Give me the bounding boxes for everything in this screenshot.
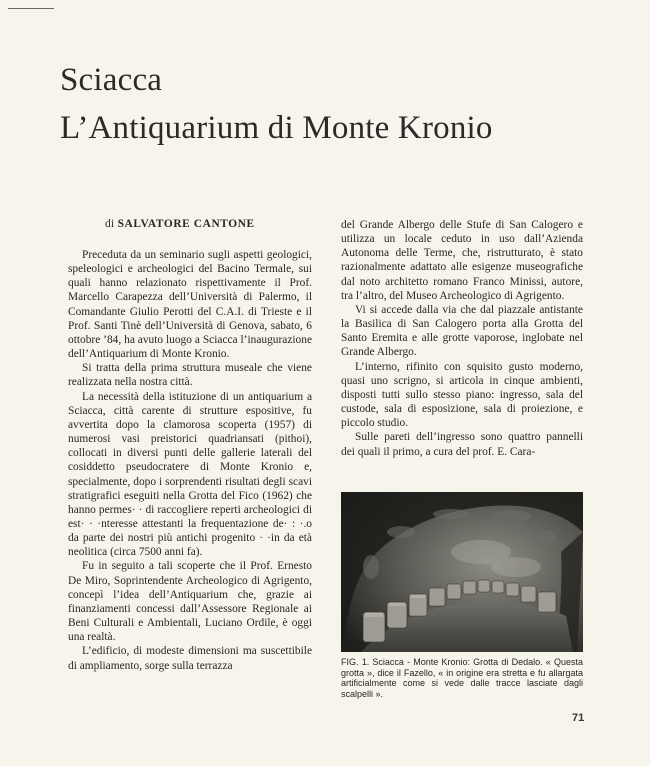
paragraph: L’interno, rifinito con squisito gusto moderno, quasi uno scrigno, si articola in cinque ambienti, disposti tutti sullo stesso piano: ingresso, sala del custode, sala di esposizione, sala di proiezione, e piccolo studio. [341,360,583,430]
right-column [341,218,583,459]
article-title-line1: Sciacca [60,62,163,98]
paragraph: Sulle pareti dell’ingresso sono quattro pannelli dei quali il primo, a cura del prof. E. Cara- [341,431,583,458]
figure-caption: FIG. 1. Sciacca - Monte Kronio: Grotta di Dedalo. « Questa grotta », dice il Fazello, « in origine era stretta e fu allargata artificialmente come si vede dalle tracce lasciate dagli scalpelli ». [341,657,583,699]
cave-photo [341,492,583,652]
byline-prefix: di [105,218,115,230]
paragraph: L’edificio, di modeste dimensioni ma suscettibile di ampliamento, sorge sulla terrazza [68,645,312,672]
paragraph: Vi si accede dalla via che dal piazzale antistante la Basilica di San Calogero porta alla Grotta del Santo Eremita e alle grotte vaporose, inglobate nel Grande Albergo. [341,303,583,359]
paragraph: del Grande Albergo delle Stufe di San Calogero e utilizza un locale ceduto in uso dall’Azienda Autonoma delle Terme, che, ristrutturato, è stato razionalmente adattato alle esigenze museografiche dal noto architetto romano Franco Minissi, autore, tra l’altro, del Museo Archeologico di Agrigento. [341,219,583,302]
left-column [68,248,312,673]
author-name: SALVATORE CANTONE [117,218,255,230]
paragraph: Fu in seguito a tali scoperte che il Prof. Ernesto De Miro, Soprintendente Archeologico di Agrigento, concepì l’idea dell’Antiquarium che, grazie ai finanziamenti concessi dall’Assessore Regionale ai Beni Culturali e Ambientali, Luciano Ordile, è oggi una realtà. [68,560,312,644]
paragraph: Preceduta da un seminario sugli aspetti geologici, speleologici e archeologici del Bacino Termale, sui quali hanno relazionato rispettivamente il Prof. Marcello Carapezza dell’Università di Palermo, il Comandante Giulio Perotti del C.A.I. di Trieste e il Prof. Santi Tinè dell’Università di Genova, sabato, 6 ottobre ’84, ha avuto luogo a Sciacca l’inaugurazione dell’Antiquarium di Monte Kronio. [68,249,312,361]
paragraph: Si tratta della prima struttura museale che viene realizzata nella nostra città. [68,362,312,389]
header-rule [8,8,54,9]
paragraph: La necessità della istituzione di un antiquarium a Sciacca, città carente di strutture espositive, fu avvertita dopo la clamorosa scoperta (1957) di numerosi vasi preistorici quadriansati (pithoi), collocati in diversi punti delle gallerie laterali del cosiddetto pseudocratere di Monte Kronio e, specialmente, dopo i sorprendenti risultati degli scavi stratigrafici eseguiti nella Grotta del Fico (1962) che hanno permes· · di raccogliere reperti archeologici di est· · ·nteresse attestanti la frequentazione de· : ·.o da parte dei nostri più antichi progenito · ·in da età neolitica (circa 7500 anni fa). [68,390,312,559]
cave-photo-drawing [341,492,583,652]
article-title-line2: L’Antiquarium di Monte Kronio [60,110,493,146]
byline [105,218,255,230]
page-number: 71 [572,712,585,724]
